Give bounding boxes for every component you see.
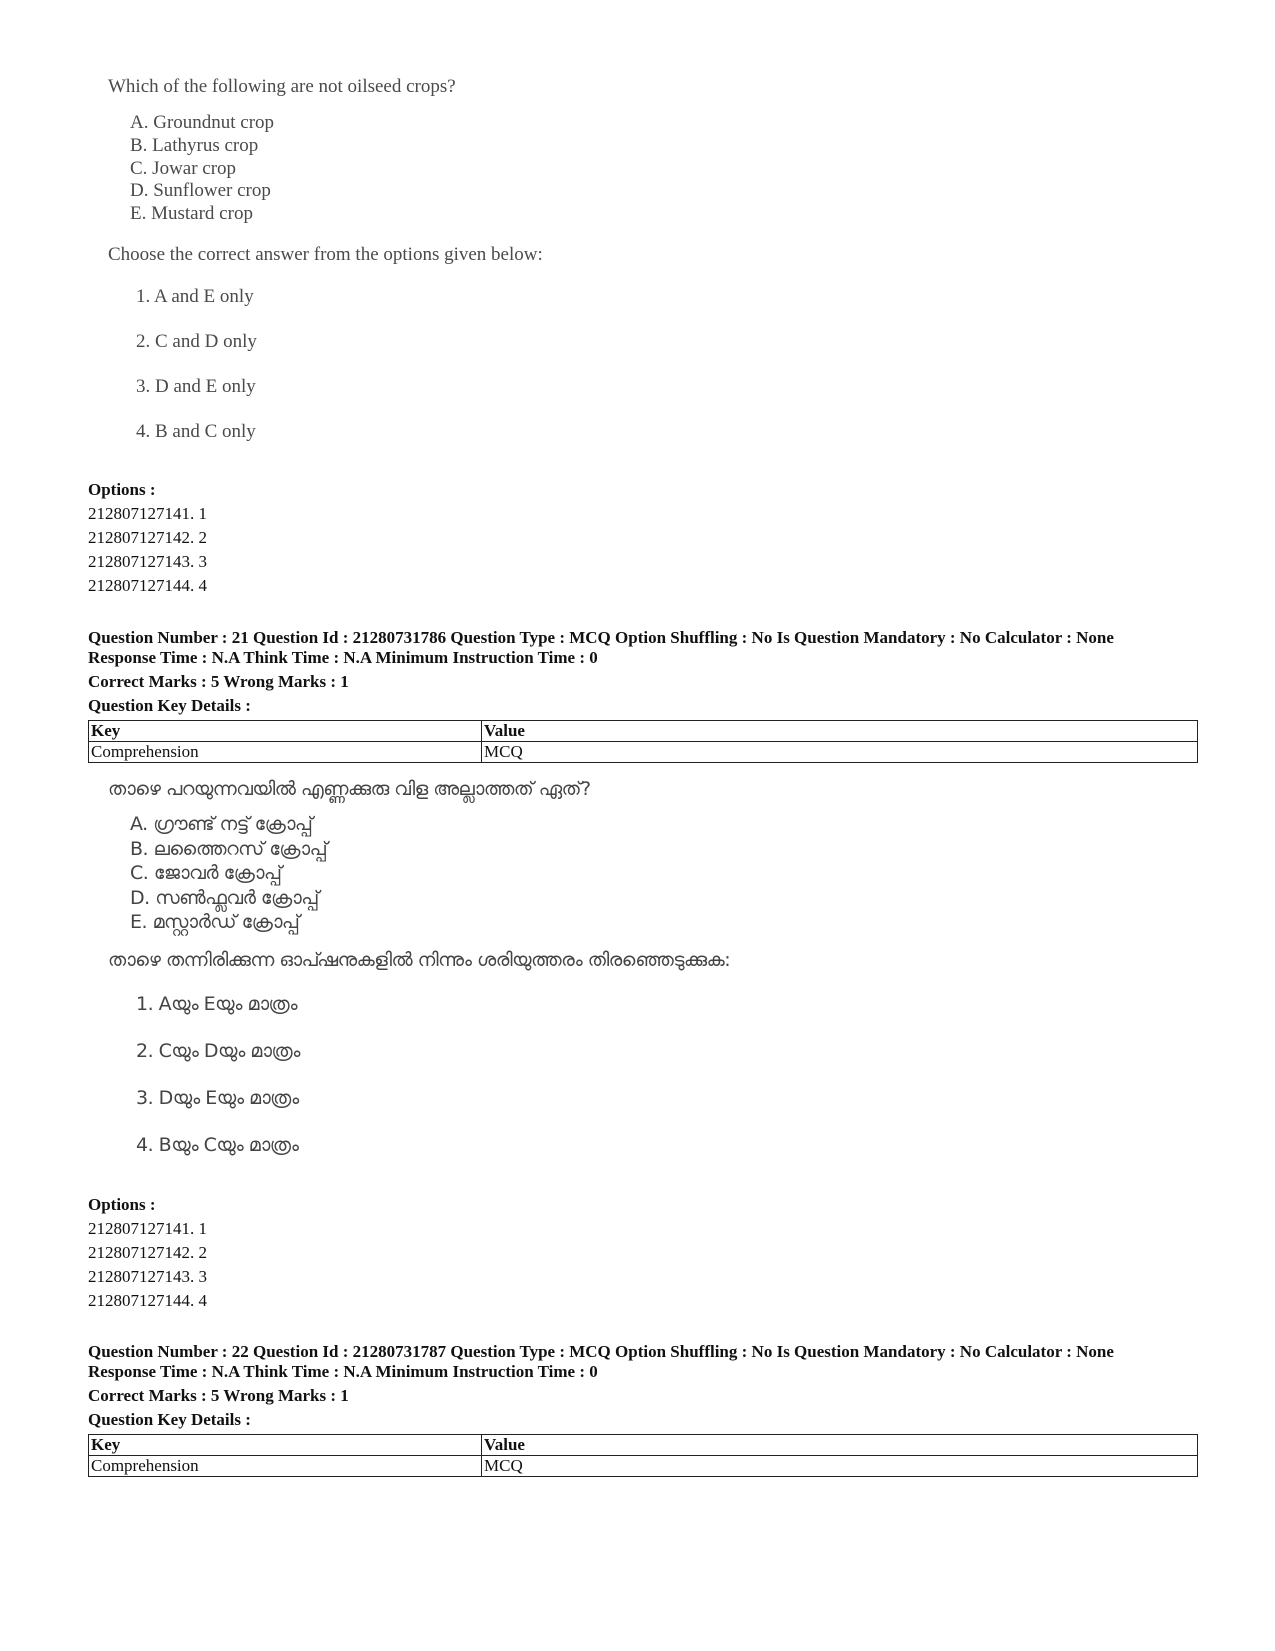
choice-item: B. Lathyrus crop [130,134,259,156]
answer-item: 2. Cയും Dയും മാത്രം [136,1039,301,1062]
choice-item: C. Jowar crop [130,157,237,179]
choice-item: D. Sunflower crop [130,180,271,202]
table-header-cell: Key [89,1435,482,1456]
table-header-cell: Value [482,721,1198,742]
question-meta-line: Response Time : N.A Think Time : N.A Minimum Instruction Time : 0 [88,648,598,667]
question-meta-line: Question Number : 21 Question Id : 21280731786 Question Type : MCQ Option Shuffling : No Is Question Mandatory : No Calculator : None [88,628,1114,647]
option-item: 212807127141. 1 [88,504,207,523]
answer-item: 4. Bയും Cയും മാത്രം [136,1133,299,1156]
question-meta [88,628,1198,763]
answer-item: 1. Aയും Eയും മാത്രം [136,992,298,1015]
answer-item: 3. D and E only [136,375,256,397]
option-item: 212807127141. 1 [88,1219,207,1238]
table-cell: MCQ [482,742,1198,763]
question-meta-line: Question Number : 22 Question Id : 21280731787 Question Type : MCQ Option Shuffling : No Is Question Mandatory : No Calculator : None [88,1342,1114,1361]
malayalam-question-image [108,778,730,1181]
option-item: 212807127142. 2 [88,528,207,547]
table-header-cell: Key [89,721,482,742]
choice-item: E. മസ്റ്റാർഡ് ക്രോപ്പ് [130,911,300,933]
key-details-table [88,720,1198,763]
options-block [88,1193,1198,1313]
choice-list [130,812,730,935]
choice-item: C. ജോവർ ക്രോപ്പ് [130,862,282,884]
question-stem: താഴെ പറയുന്നവയിൽ എണ്ണക്കുരു വിള അല്ലാത്തത് ഏത്? [108,778,591,800]
option-item: 212807127143. 3 [88,1267,207,1286]
question-meta [88,1342,1198,1477]
key-details-table [88,1434,1198,1477]
table-cell: Comprehension [89,742,482,763]
option-item: 212807127144. 4 [88,1291,207,1310]
table-cell: Comprehension [89,1456,482,1477]
option-item: 212807127142. 2 [88,1243,207,1262]
key-details-label: Question Key Details : [88,1410,251,1429]
table-header-row [89,721,1198,742]
option-item: 212807127144. 4 [88,576,207,595]
choice-item: A. ഗ്രൗണ്ട് നട്ട് ക്രോപ്പ് [130,813,313,835]
choose-prompt: Choose the correct answer from the options given below: [108,243,543,265]
table-header-row [89,1435,1198,1456]
option-item: 212807127143. 3 [88,552,207,571]
choice-item: E. Mustard crop [130,203,253,225]
choice-list [130,112,543,226]
marks-line: Correct Marks : 5 Wrong Marks : 1 [88,1386,349,1405]
table-header-cell: Value [482,1435,1198,1456]
choice-item: B. ലത്തൈറസ് ക്രോപ്പ് [130,837,328,860]
answer-item: 2. C and D only [136,330,257,352]
options-label: Options : [88,1195,156,1214]
choose-prompt: താഴെ തന്നിരിക്കുന്ന ഓപ്ഷനുകളിൽ നിന്നും ശരിയുത്തരം തിരഞ്ഞെടുക്കുക: [108,948,731,971]
answer-item: 1. A and E only [136,285,254,307]
marks-line: Correct Marks : 5 Wrong Marks : 1 [88,672,349,691]
key-details-label: Question Key Details : [88,696,251,715]
table-row [89,1456,1198,1477]
english-question-image [108,76,543,466]
choice-item: D. സൺഫ്ലവർ ക്രോപ്പ് [130,886,319,909]
table-cell: MCQ [482,1456,1198,1477]
options-block [88,478,1198,598]
question-stem: Which of the following are not oilseed crops? [108,76,456,97]
choice-item: A. Groundnut crop [130,112,275,133]
question-meta-line: Response Time : N.A Think Time : N.A Minimum Instruction Time : 0 [88,1362,598,1381]
options-label: Options : [88,480,156,499]
answer-item: 4. B and C only [136,420,256,442]
table-row [89,742,1198,763]
answer-item: 3. Dയും Eയും മാത്രം [136,1086,299,1109]
